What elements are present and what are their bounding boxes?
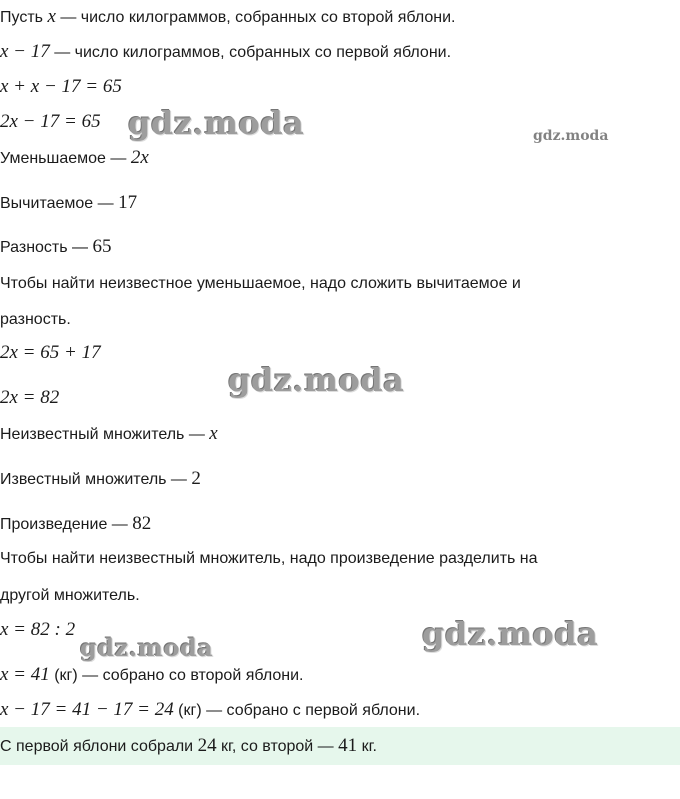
text: — число килограммов, собранных со первой яблони. bbox=[49, 44, 452, 61]
text-line bbox=[0, 236, 111, 259]
text: Произведение — bbox=[0, 516, 133, 533]
text: Неизвестный множитель — bbox=[0, 426, 210, 443]
text: Пусть bbox=[0, 9, 48, 26]
math-number: 2 bbox=[191, 468, 201, 489]
math-expression: 2x bbox=[130, 147, 149, 168]
equation: 2x − 17 = 65 bbox=[0, 111, 101, 132]
math-expression: x = 41 bbox=[0, 664, 50, 685]
watermark-logo: gdz.moda bbox=[80, 633, 214, 662]
text-line: Чтобы найти неизвестный множитель, надо произведение разделить на bbox=[0, 550, 538, 567]
math-number: 82 bbox=[132, 513, 152, 534]
text: — число килограммов, собранных со второй яблони. bbox=[55, 9, 456, 26]
equation: 2x = 65 + 17 bbox=[0, 342, 101, 363]
text: Вычитаемое — bbox=[0, 195, 119, 212]
equation: x = 82 : 2 bbox=[0, 619, 76, 640]
text-line bbox=[0, 147, 149, 170]
watermark-logo: gdz.moda bbox=[128, 104, 305, 142]
answer-text: кг, со второй — bbox=[216, 738, 339, 755]
text: (кг) — собрано с первой яблони. bbox=[173, 702, 421, 719]
text-line: Чтобы найти неизвестное уменьшаемое, надо сложить вычитаемое и bbox=[0, 275, 521, 292]
math-expression: x − 17 bbox=[0, 41, 50, 62]
text: Разность — bbox=[0, 239, 93, 256]
math-variable: x bbox=[47, 6, 56, 27]
answer-number: 24 bbox=[197, 735, 217, 756]
math-expression: x − 17 = 41 − 17 = 24 bbox=[0, 699, 174, 720]
text-line bbox=[0, 699, 420, 722]
answer-box bbox=[0, 727, 680, 765]
watermark-logo: gdz.moda bbox=[228, 361, 405, 399]
math-variable: x bbox=[209, 423, 218, 444]
text-line bbox=[0, 468, 201, 491]
text-line bbox=[0, 6, 455, 29]
text-line bbox=[0, 423, 218, 446]
text-line bbox=[0, 664, 303, 687]
text: Уменьшаемое — bbox=[0, 150, 131, 167]
math-number: 65 bbox=[92, 236, 112, 257]
text-line bbox=[0, 513, 151, 536]
equation: x + x − 17 = 65 bbox=[0, 76, 122, 97]
equation: 2x = 82 bbox=[0, 387, 60, 408]
answer-text: кг. bbox=[357, 738, 377, 755]
text-line bbox=[0, 192, 137, 215]
watermark-logo: gdz.moda bbox=[533, 128, 609, 144]
text-line: другой множитель. bbox=[0, 587, 140, 604]
text: (кг) — собрано со второй яблони. bbox=[49, 667, 304, 684]
text: Известный множитель — bbox=[0, 471, 192, 488]
answer-number: 41 bbox=[338, 735, 358, 756]
watermark-logo: gdz.moda bbox=[422, 615, 599, 653]
text-line: разность. bbox=[0, 311, 71, 328]
math-number: 17 bbox=[118, 192, 138, 213]
text-line bbox=[0, 41, 451, 64]
answer-text: С первой яблони собрали bbox=[0, 738, 198, 755]
